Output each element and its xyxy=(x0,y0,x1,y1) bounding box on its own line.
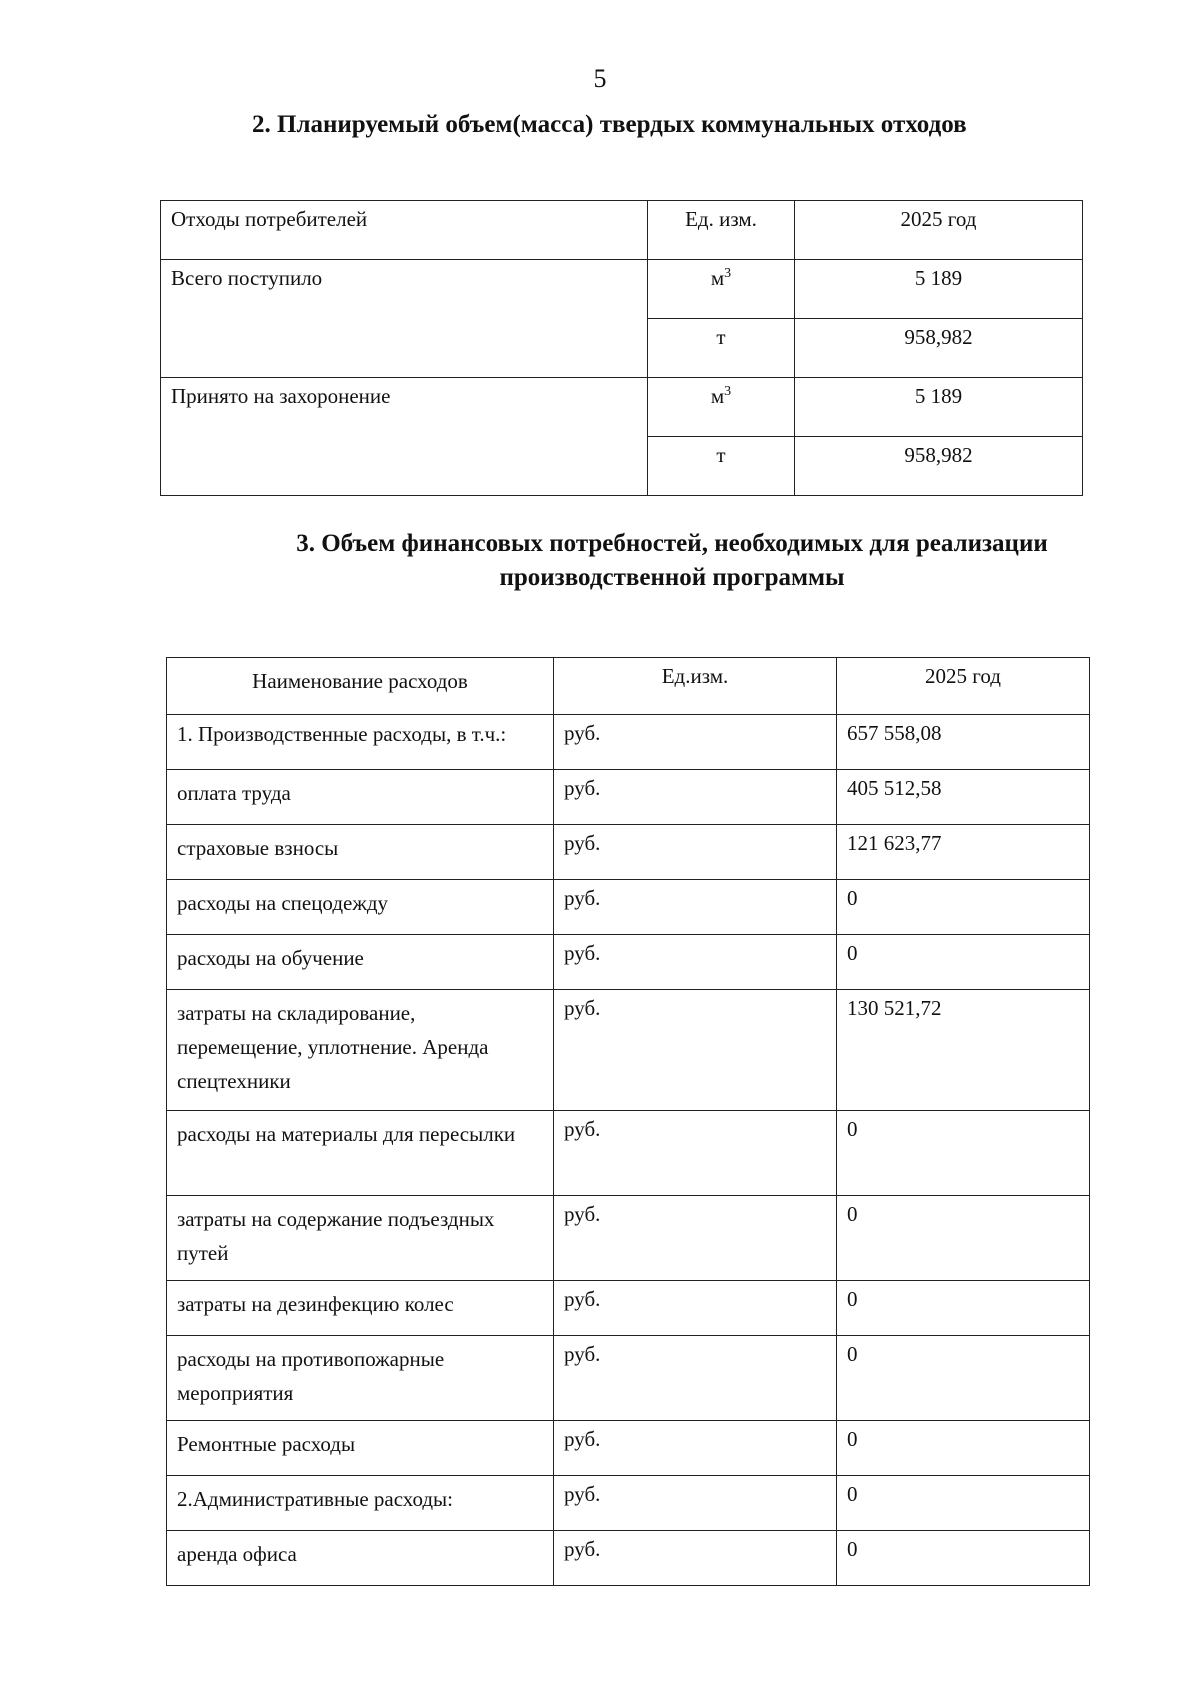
row-unit: руб. xyxy=(554,715,837,770)
row-value: 657 558,08 xyxy=(837,715,1090,770)
row-unit: руб. xyxy=(554,1281,837,1336)
row-unit: руб. xyxy=(554,1421,837,1476)
section-3-title xyxy=(232,527,1112,595)
row-unit: руб. xyxy=(554,990,837,1111)
section-3-title-line1: 3. Объем финансовых потребностей, необходимых для реализации xyxy=(296,530,1048,557)
header-expense-name: Наименование расходов xyxy=(167,658,554,715)
header-unit: Ед. изм. xyxy=(648,201,795,260)
table-row xyxy=(167,1531,1090,1586)
row-value: 0 xyxy=(837,1421,1090,1476)
row-unit: руб. xyxy=(554,880,837,935)
row-value: 958,982 xyxy=(795,319,1083,378)
row-value: 958,982 xyxy=(795,437,1083,496)
row-name: 2.Административные расходы: xyxy=(167,1476,554,1531)
row-unit: руб. xyxy=(554,935,837,990)
row-name: аренда офиса xyxy=(167,1531,554,1586)
row-name: расходы на спецодежду xyxy=(167,880,554,935)
row-value: 130 521,72 xyxy=(837,990,1090,1111)
row-unit: руб. xyxy=(554,770,837,825)
table-row xyxy=(167,880,1090,935)
table-row xyxy=(167,990,1090,1111)
header-year: 2025 год xyxy=(795,201,1083,260)
row-value: 0 xyxy=(837,935,1090,990)
table-row xyxy=(167,935,1090,990)
table-row xyxy=(167,770,1090,825)
row-value: 5 189 xyxy=(795,378,1083,437)
row-name: затраты на содержание подъездных путей xyxy=(167,1196,554,1281)
table-row xyxy=(167,1281,1090,1336)
financial-needs-table xyxy=(166,657,1090,1586)
row-name: оплата труда xyxy=(167,770,554,825)
row-unit: руб. xyxy=(554,1531,837,1586)
row-value: 0 xyxy=(837,1196,1090,1281)
table-row xyxy=(167,715,1090,770)
row-name: затраты на складирование, перемещение, уплотнение. Аренда спецтехники xyxy=(167,990,554,1111)
row-name: Принято на захоронение xyxy=(161,378,648,496)
row-unit: $м^3$ xyxy=(648,378,795,437)
table-row xyxy=(161,260,1083,319)
header-unit: Ед.изм. xyxy=(554,658,837,715)
table-row xyxy=(161,378,1083,437)
table-row xyxy=(167,1421,1090,1476)
row-value: 0 xyxy=(837,880,1090,935)
row-value: 405 512,58 xyxy=(837,770,1090,825)
row-value: 0 xyxy=(837,1336,1090,1421)
row-unit: руб. xyxy=(554,1336,837,1421)
row-value: 5 189 xyxy=(795,260,1083,319)
row-name: Всего поступило xyxy=(161,260,648,378)
row-unit: т xyxy=(648,319,795,378)
row-name: расходы на материалы для пересылки xyxy=(167,1111,554,1196)
row-value: 0 xyxy=(837,1281,1090,1336)
row-name: страховые взносы xyxy=(167,825,554,880)
table-row xyxy=(167,1476,1090,1531)
row-unit: руб. xyxy=(554,1111,837,1196)
row-value: 0 xyxy=(837,1111,1090,1196)
row-name: затраты на дезинфекцию колес xyxy=(167,1281,554,1336)
waste-volume-table xyxy=(160,200,1083,496)
table-header-row xyxy=(161,201,1083,260)
table-row xyxy=(167,1196,1090,1281)
row-name: расходы на противопожарные мероприятия xyxy=(167,1336,554,1421)
table-header-row xyxy=(167,658,1090,715)
section-2-title: 2. Планируемый объем(масса) твердых коммунальных отходов xyxy=(252,111,967,138)
row-name: расходы на обучение xyxy=(167,935,554,990)
row-unit: руб. xyxy=(554,1196,837,1281)
table-row xyxy=(167,1336,1090,1421)
row-value: 0 xyxy=(837,1476,1090,1531)
table-row xyxy=(167,1111,1090,1196)
row-unit: руб. xyxy=(554,825,837,880)
section-3-title-line2: производственной программы xyxy=(499,564,845,591)
header-waste-consumers: Отходы потребителей xyxy=(161,201,648,260)
row-name: Ремонтные расходы xyxy=(167,1421,554,1476)
row-unit: руб. xyxy=(554,1476,837,1531)
row-value: 121 623,77 xyxy=(837,825,1090,880)
row-unit: т xyxy=(648,437,795,496)
row-value: 0 xyxy=(837,1531,1090,1586)
row-name: 1. Производственные расходы, в т.ч.: xyxy=(167,715,554,770)
header-year: 2025 год xyxy=(837,658,1090,715)
table-row xyxy=(167,825,1090,880)
row-unit: $м^3$ xyxy=(648,260,795,319)
page-number: 5 xyxy=(593,64,607,93)
